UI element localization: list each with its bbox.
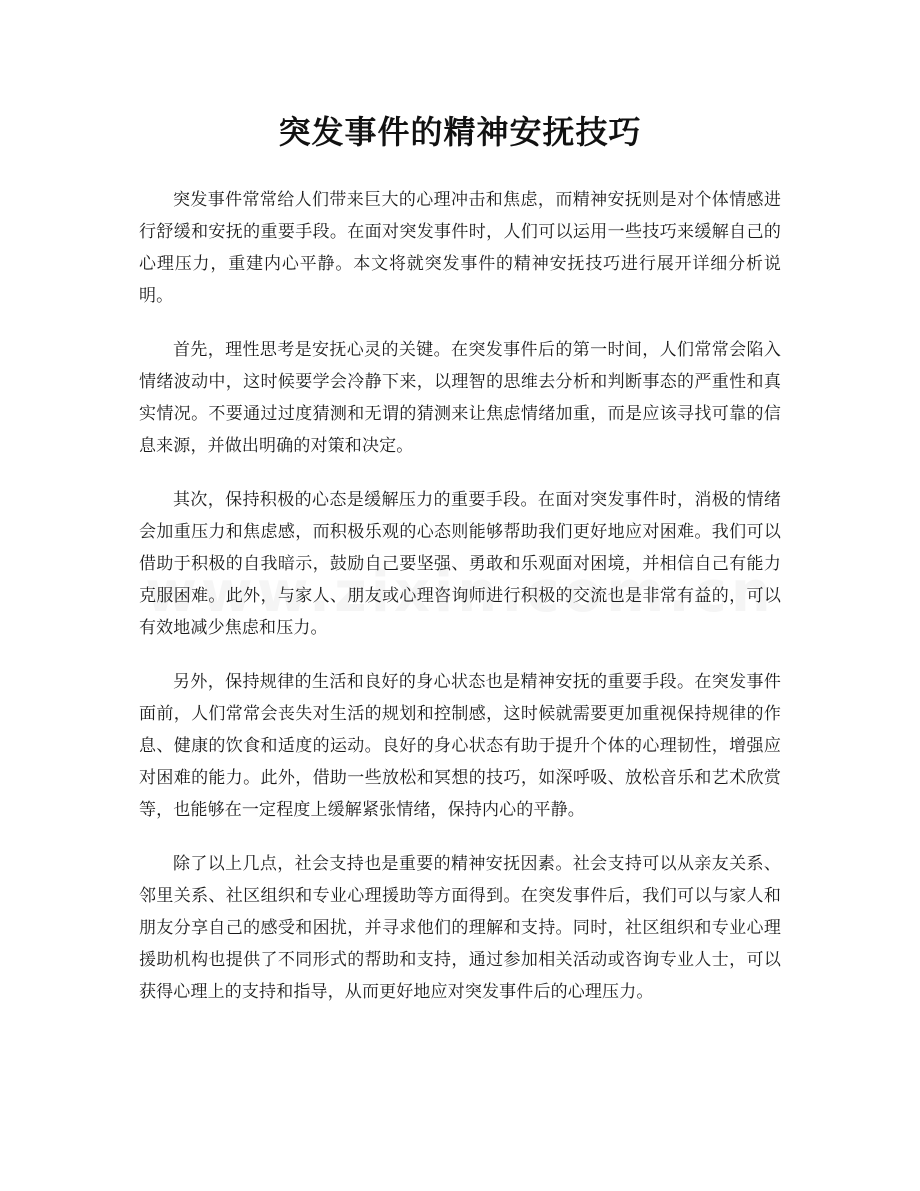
paragraph-intro: 突发事件常常给人们带来巨大的心理冲击和焦虑，而精神安抚则是对个体情感进行舒缓和安抚的重要手段。在面对突发事件时，人们可以运用一些技巧来缓解自己的心理压力，重建内心平静。本文将就突发事件的精神安抚技巧进行展开详细分析说明。 — [139, 190, 781, 306]
document-body — [139, 184, 781, 1030]
paragraph-rational-thinking: 首先，理性思考是安抚心灵的关键。在突发事件后的第一时间，人们常常会陷入情绪波动中，这时候要学会冷静下来，以理智的思维去分析和判断事态的严重性和真实情况。不要通过过度猜测和无谓的猜测来让焦虑情绪加重，而是应该寻找可靠的信息来源，并做出明确的对策和决定。 — [139, 340, 781, 456]
paragraph-positive-attitude: 其次，保持积极的心态是缓解压力的重要手段。在面对突发事件时，消极的情绪会加重压力和焦虑感，而积极乐观的心态则能够帮助我们更好地应对困难。我们可以借助于积极的自我暗示，鼓励自己要坚强、勇敢和乐观面对困境，并相信自己有能力克服困难。此外，与家人、朋友或心理咨询师进行积极的交流也是非常有益的，可以有效地减少焦虑和压力。 — [139, 490, 781, 638]
page-title: 突发事件的精神安抚技巧 — [278, 113, 642, 151]
paragraph-social-support: 除了以上几点，社会支持也是重要的精神安抚因素。社会支持可以从亲友关系、邻里关系、社区组织和专业心理援助等方面得到。在突发事件后，我们可以与家人和朋友分享自己的感受和困扰，并寻求他们的理解和支持。同时，社区组织和专业心理援助机构也提供了不同形式的帮助和支持，通过参加相关活动或咨询专业人士，可以获得心理上的支持和指导，从而更好地应对突发事件后的心理压力。 — [139, 854, 781, 1002]
paragraph-regular-life: 另外，保持规律的生活和良好的身心状态也是精神安抚的重要手段。在突发事件面前，人们常常会丧失对生活的规划和控制感，这时候就需要更加重视保持规律的作息、健康的饮食和适度的运动。良好的身心状态有助于提升个体的心理韧性，增强应对困难的能力。此外，借助一些放松和冥想的技巧，如深呼吸、放松音乐和艺术欣赏等，也能够在一定程度上缓解紧张情绪，保持内心的平静。 — [139, 672, 781, 820]
